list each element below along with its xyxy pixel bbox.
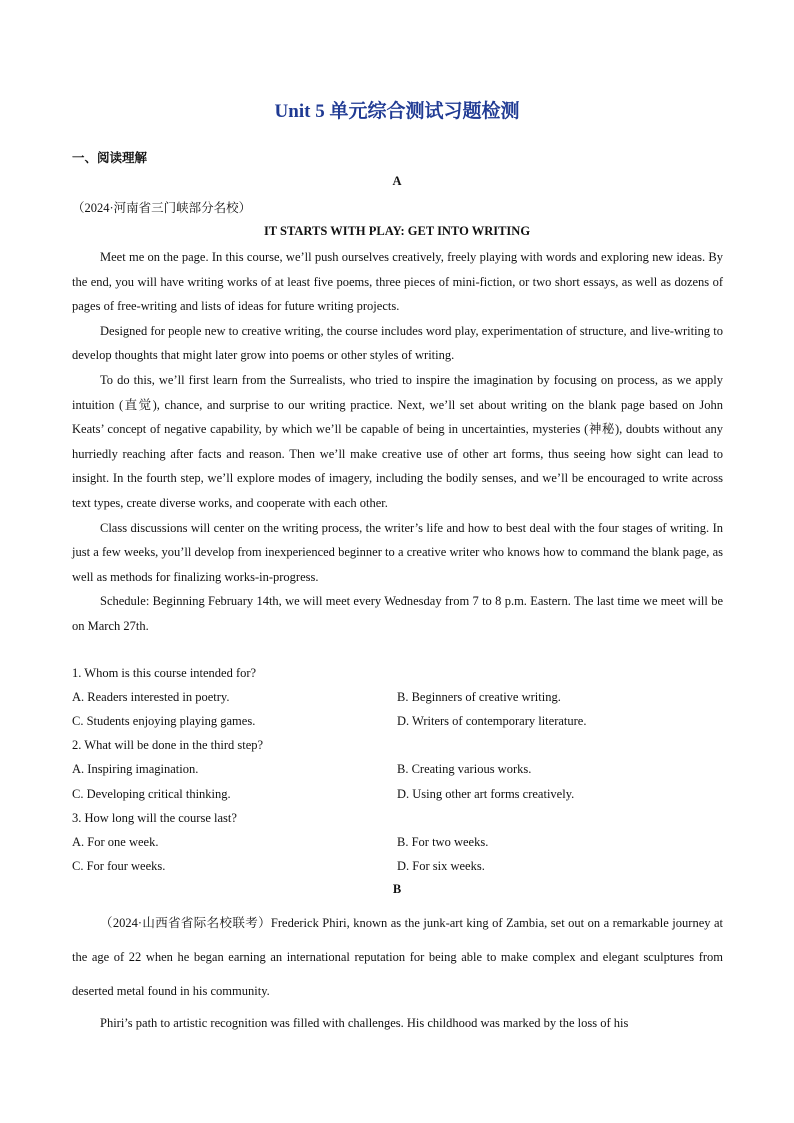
passage-b-letter: B <box>392 882 402 896</box>
paragraph: Schedule: Beginning February 14th, we will meet every Wednesday from 7 to 8 p.m. Eastern. The last time we meet will be on March 27th. <box>72 594 723 633</box>
answer-option: A. Inspiring imagination. <box>72 762 199 776</box>
paragraph: （2024·山西省省际名校联考）Frederick Phiri, known as the junk-art king of Zambia, set out on a remarkable journey at the age of 22 when he began earning an international reputation for being able to make complex and elegant sculptures from deserted metal found in his community. <box>72 916 723 998</box>
passage-a-title: IT STARTS WITH PLAY: GET INTO WRITING <box>263 224 531 238</box>
answer-option: B. For two weeks. <box>397 835 489 849</box>
answer-option: A. Readers interested in poetry. <box>72 690 230 704</box>
paragraph: To do this, we’ll first learn from the Surrealists, who tried to inspire the imagination by focusing on process, as we apply intuition (直觉), chance, and surprise to our writing practice. Next, we’ll set about writing on the blank page based on John Keats’ concept of negative capability, by which we’ll be capable of being in uncertainties, mysteries (神秘), doubts without any hurriedly reaching after facts and reason. Then we’ll make creative use of other art forms, thus seeing how sight can lead to insight. In the fourth step, we’ll explore modes of imagery, including the bodily senses, and we’ll be encouraged to write across text types, create diverse works, and cooperate with each other. <box>72 372 723 510</box>
answer-option: C. For four weeks. <box>72 859 166 873</box>
answer-option: B. Creating various works. <box>397 762 532 776</box>
passage-a-letter: A <box>392 174 402 188</box>
paragraph: Class discussions will center on the writing process, the writer’s life and how to best deal with the four stages of writing. In just a few weeks, you’ll develop from inexperienced beginner to a creative writer who knows how to command the blank page, as well as methods for finalizing works-in-progress. <box>72 520 723 584</box>
page-title: Unit 5 单元综合测试习题检测 <box>274 101 520 122</box>
section-heading: 一、阅读理解 <box>72 150 148 165</box>
answer-option: C. Developing critical thinking. <box>72 787 231 801</box>
question-stem: 2. What will be done in the third step? <box>72 738 264 752</box>
paragraph: Designed for people new to creative writing, the course includes word play, experimentation of structure, and live-writing to develop thoughts that might later grow into poems or other styles of writing. <box>72 323 723 363</box>
passage-b-body <box>72 906 723 1036</box>
paragraph: Meet me on the page. In this course, we’ll push ourselves creatively, freely playing with words and exploring new ideas. By the end, you will have writing works of at least five poems, three pieces of mini-fiction, or two short essays, as well as dozens of pages of free-writing and lists of ideas for future writing projects. <box>72 250 723 314</box>
answer-option: B. Beginners of creative writing. <box>397 690 561 704</box>
answer-option: A. For one week. <box>72 835 159 849</box>
answer-option: D. Writers of contemporary literature. <box>397 714 587 728</box>
question-stem: 1. Whom is this course intended for? <box>72 666 257 680</box>
passage-a-source: （2024·河南省三门峡部分名校） <box>72 201 252 215</box>
answer-option: D. Using other art forms creatively. <box>397 787 575 801</box>
question-stem: 3. How long will the course last? <box>72 811 237 825</box>
passage-a-body <box>72 245 723 639</box>
answer-option: D. For six weeks. <box>397 859 485 873</box>
paragraph: Phiri’s path to artistic recognition was filled with challenges. His childhood was marked by the loss of his <box>100 1016 629 1030</box>
answer-option: C. Students enjoying playing games. <box>72 714 256 728</box>
